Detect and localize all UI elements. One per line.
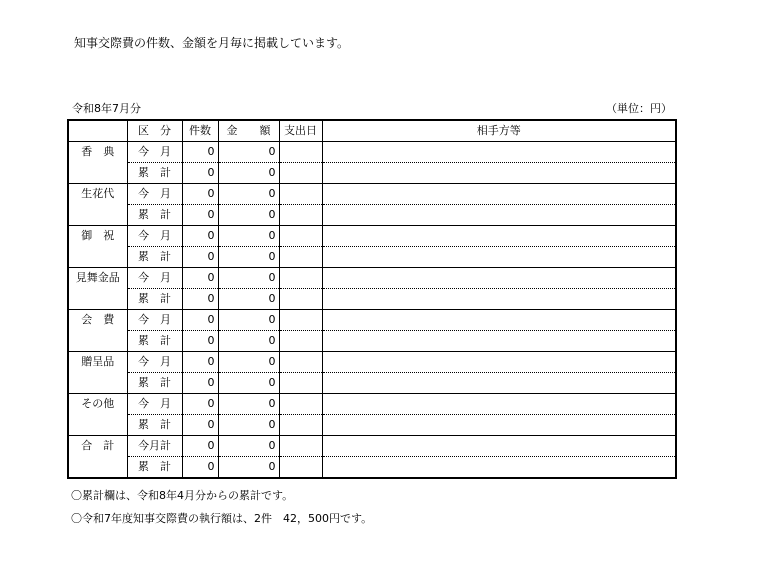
kind-cell: 今 月 [127,226,182,247]
count-cell: 0 [182,373,218,394]
party-cell [322,415,676,436]
amount-cell: 0 [218,310,279,331]
category-cell: 御 祝 [68,226,127,268]
date-cell [279,394,322,415]
table-row [68,331,676,352]
date-cell [279,436,322,457]
kind-cell: 今 月 [127,352,182,373]
table-row [68,184,676,205]
kind-cell: 累 計 [127,205,182,226]
kind-cell: 今月計 [127,436,182,457]
table-row [68,373,676,394]
table-row [68,163,676,184]
count-cell: 0 [182,331,218,352]
amount-cell: 0 [218,268,279,289]
count-cell: 0 [182,226,218,247]
count-cell: 0 [182,184,218,205]
party-cell [322,310,676,331]
kind-cell: 累 計 [127,247,182,268]
kind-cell: 累 計 [127,373,182,394]
party-cell [322,394,676,415]
date-cell [279,457,322,479]
table-row [68,142,676,163]
amount-cell: 0 [218,373,279,394]
kind-cell: 今 月 [127,310,182,331]
count-cell: 0 [182,310,218,331]
amount-cell: 0 [218,247,279,268]
party-cell [322,205,676,226]
date-cell [279,415,322,436]
note-cumulative: 〇累計欄は、令和8年4月分からの累計です。 [71,489,294,502]
table-row-total [68,457,676,479]
category-cell: 香 典 [68,142,127,184]
header-date: 支出日 [279,120,322,142]
party-cell [322,268,676,289]
table-row [68,415,676,436]
date-cell [279,268,322,289]
count-cell: 0 [182,205,218,226]
date-cell [279,310,322,331]
amount-cell: 0 [218,436,279,457]
date-cell [279,184,322,205]
date-cell [279,373,322,394]
intro-text: 知事交際費の件数、金額を月毎に掲載しています。 [74,36,350,50]
count-cell: 0 [182,415,218,436]
date-cell [279,289,322,310]
category-cell: 見舞金品 [68,268,127,310]
table-row [68,247,676,268]
date-cell [279,163,322,184]
count-cell: 0 [182,163,218,184]
unit-label: （単位：円） [606,102,672,115]
party-cell [322,373,676,394]
party-cell [322,226,676,247]
header-blank [68,120,127,142]
amount-cell: 0 [218,415,279,436]
header-count: 件数 [182,120,218,142]
date-cell [279,352,322,373]
kind-cell: 累 計 [127,289,182,310]
table-row [68,289,676,310]
table-row [68,310,676,331]
party-cell [322,247,676,268]
count-cell: 0 [182,142,218,163]
table-row [68,205,676,226]
category-cell: 贈呈品 [68,352,127,394]
count-cell: 0 [182,352,218,373]
kind-cell: 今 月 [127,184,182,205]
category-cell: 生花代 [68,184,127,226]
table-row [68,268,676,289]
amount-cell: 0 [218,394,279,415]
party-cell [322,184,676,205]
count-cell: 0 [182,247,218,268]
date-cell [279,226,322,247]
amount-cell: 0 [218,457,279,479]
amount-cell: 0 [218,331,279,352]
date-cell [279,247,322,268]
count-cell: 0 [182,268,218,289]
period-label: 令和8年7月分 [72,102,141,115]
table-row [68,352,676,373]
party-cell [322,331,676,352]
expense-table [67,119,677,479]
party-cell [322,289,676,310]
party-cell [322,436,676,457]
date-cell [279,205,322,226]
kind-cell: 累 計 [127,457,182,479]
category-cell: 会 費 [68,310,127,352]
amount-cell: 0 [218,226,279,247]
date-cell [279,331,322,352]
amount-cell: 0 [218,289,279,310]
amount-cell: 0 [218,142,279,163]
count-cell: 0 [182,289,218,310]
party-cell [322,163,676,184]
table-header-row [68,120,676,142]
header-amount: 金 額 [218,120,279,142]
category-cell: 合 計 [68,436,127,479]
date-cell [279,142,322,163]
kind-cell: 今 月 [127,142,182,163]
party-cell [322,352,676,373]
kind-cell: 累 計 [127,331,182,352]
kind-cell: 今 月 [127,394,182,415]
amount-cell: 0 [218,184,279,205]
count-cell: 0 [182,436,218,457]
count-cell: 0 [182,457,218,479]
kind-cell: 累 計 [127,163,182,184]
header-kubun: 区 分 [127,120,182,142]
kind-cell: 今 月 [127,268,182,289]
table-row [68,226,676,247]
table-row-total [68,436,676,457]
amount-cell: 0 [218,352,279,373]
count-cell: 0 [182,394,218,415]
party-cell [322,142,676,163]
kind-cell: 累 計 [127,415,182,436]
header-party: 相手方等 [322,120,676,142]
amount-cell: 0 [218,205,279,226]
table-row [68,394,676,415]
category-cell: その他 [68,394,127,436]
party-cell [322,457,676,479]
amount-cell: 0 [218,163,279,184]
note-annual-total: 〇令和7年度知事交際費の執行額は、2件 42，500円です。 [71,512,373,525]
